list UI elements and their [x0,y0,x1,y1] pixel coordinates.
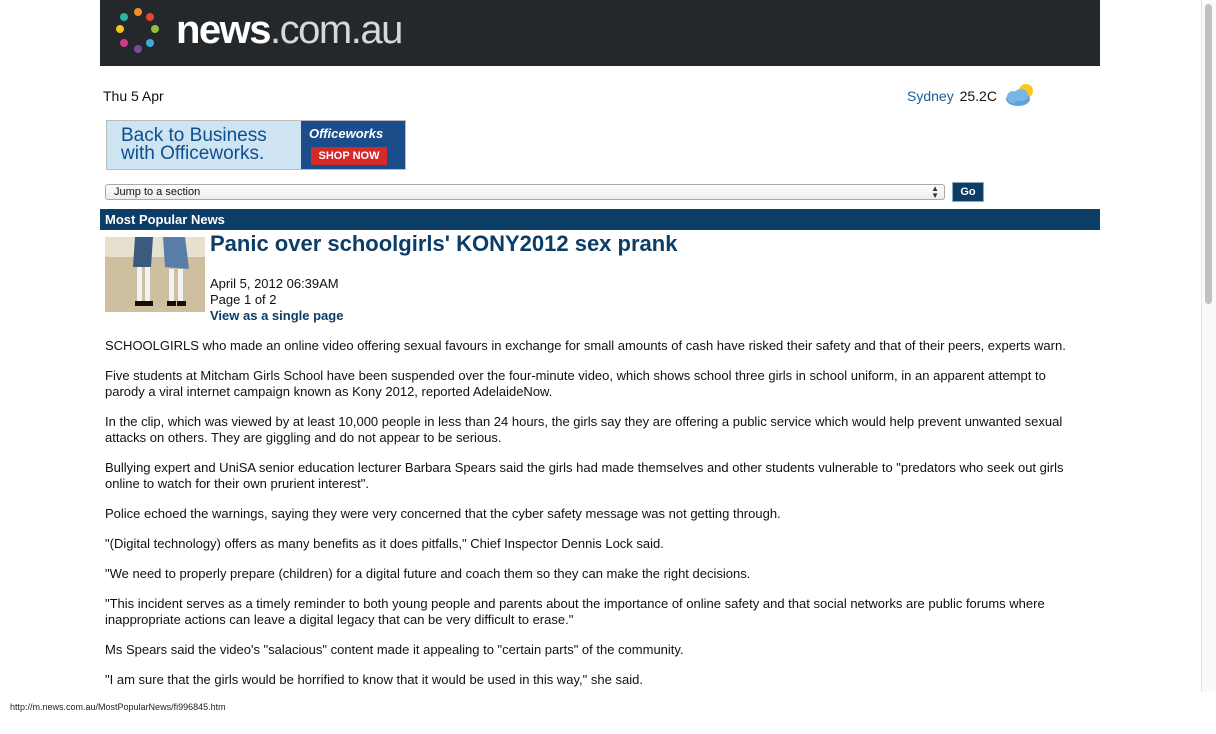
article-body [105,338,1085,702]
article-paragraph: Bullying expert and UniSA senior education lecturer Barbara Spears said the girls had made themselves and other students vulnerable to "predators who seek out girls online to watch for their own prurient interest". [105,460,1064,491]
article-paragraph: "(Digital technology) offers as many benefits as it does pitfalls," Chief Inspector Dennis Lock said. [105,536,664,551]
section-heading: Most Popular News [100,209,1100,230]
news-logo-dots-icon [112,7,164,55]
vertical-scrollbar[interactable] [1201,0,1216,692]
masthead [100,0,1100,66]
article-paragraph: SCHOOLGIRLS who made an online video offering sexual favours in exchange for small amounts of cash have risked their safety and that of their peers, experts warn. [105,338,1066,353]
weather-temperature: 25.2C [959,88,997,104]
weather-city-link[interactable]: Sydney [907,88,954,104]
officeworks-ad-banner[interactable] [106,120,406,170]
ad-headline: Back to Business [121,125,267,146]
ad-subline: with Officeworks. [121,143,265,164]
logo-news-text: news [176,8,271,52]
article-meta [210,276,343,324]
page [100,0,1100,687]
article-thumbnail[interactable] [105,237,205,312]
ad-copy [121,127,267,163]
current-date: Thu 5 Apr [103,88,164,104]
article-paragraph: Five students at Mitcham Girls School have been suspended over the four-minute video, which shows school three girls in school uniform, in an apparent attempt to parody a viral internet campaign known as Kony 2012, reported AdelaideNow. [105,368,1046,399]
article-paragraph: "We need to properly prepare (children) for a digital future and coach them so they can make the right decisions. [105,566,751,581]
article-page-info: Page 1 of 2 [210,292,277,307]
site-logo[interactable] [176,8,402,52]
ad-shop-now-button[interactable]: SHOP NOW [311,147,387,165]
go-button[interactable]: Go [952,182,984,202]
article-timestamp: April 5, 2012 06:39AM [210,276,339,291]
article-paragraph: "I am sure that the girls would be horrified to know that it would be used in this way," she said. [105,672,643,687]
select-arrows-icon: ▲ ▼ [931,184,939,200]
weather-widget [907,88,997,104]
article-paragraph: In the clip, which was viewed by at least 10,000 people in less than 24 hours, the girls say they are offering a public service which would help prevent unwanted sexual attacks on others. They are giggling and do not appear to be serious. [105,414,1063,445]
article-paragraph: Police echoed the warnings, saying they were very concerned that the cyber safety message was not getting through. [105,506,781,521]
ad-brand-name: Officeworks [309,126,384,141]
ad-brand-panel [301,121,405,169]
scrollbar-thumb[interactable] [1205,4,1212,304]
jump-to-section-select[interactable] [105,184,945,200]
view-single-page-link[interactable]: View as a single page [210,308,344,323]
logo-domain-text: .com.au [270,8,402,52]
jump-to-section-value: Jump to a section [114,186,201,198]
article-paragraph: Ms Spears said the video's "salacious" content made it appealing to "certain parts" of the community. [105,642,684,657]
article-paragraph: "This incident serves as a timely reminder to both young people and parents about the importance of online safety and that social networks are public forums where inappropriate actions can leave a digital legacy that can be very difficult to erase." [105,596,1045,627]
status-bar-url: http://m.news.com.au/MostPopularNews/fi996845.htm [10,702,226,712]
browser-status-bar [0,692,1216,734]
article-headline: Panic over schoolgirls' KONY2012 sex prank [210,231,678,256]
partly-cloudy-icon [1003,82,1037,108]
